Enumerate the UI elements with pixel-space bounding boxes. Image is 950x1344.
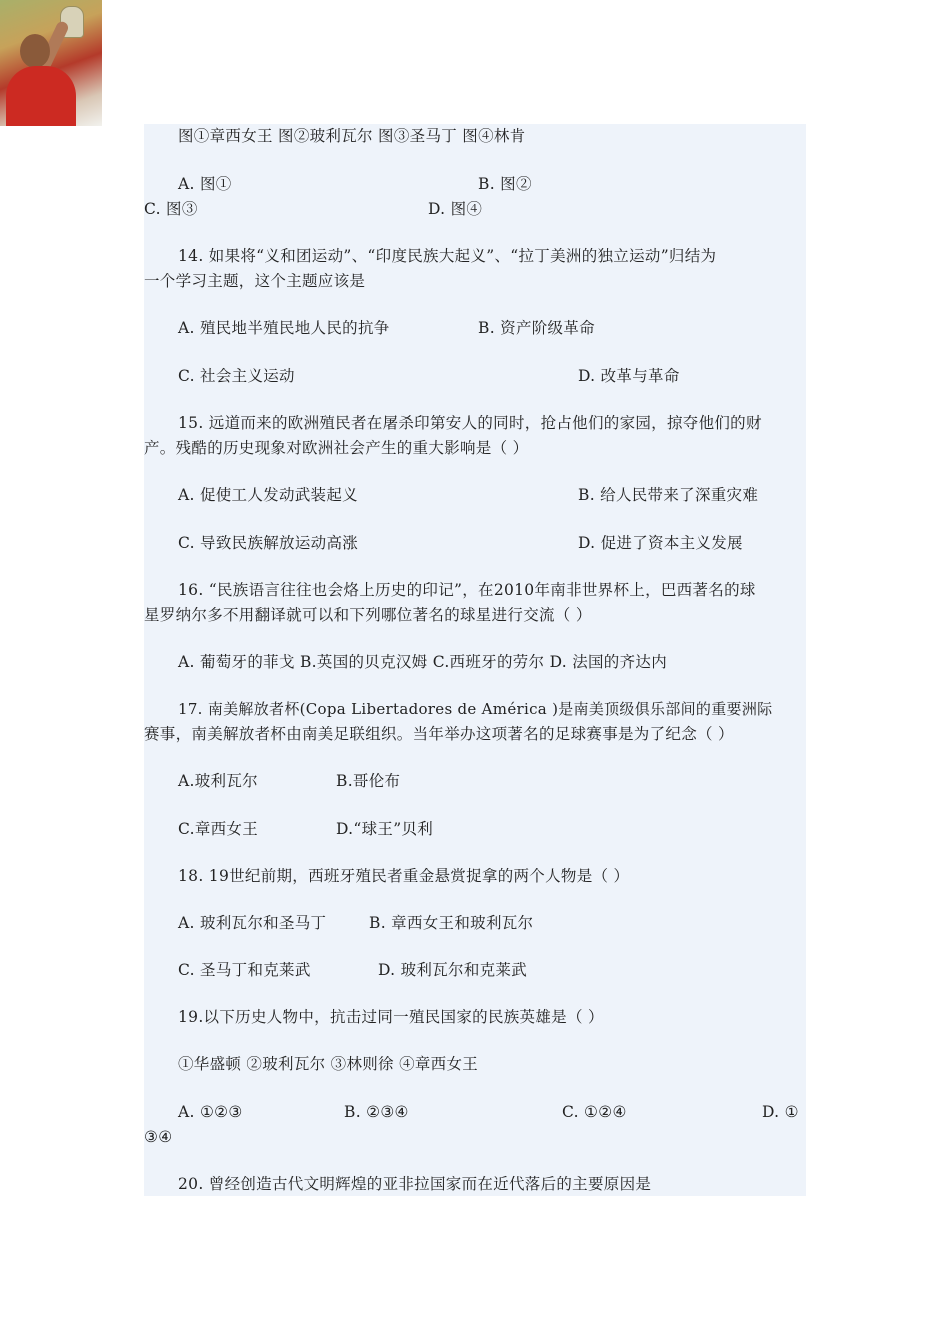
- q18-option-a: A. 玻利瓦尔和圣马丁: [178, 914, 327, 932]
- q15-text-1: 15. 远道而来的欧洲殖民者在屠杀印第安人的同时，抢占他们的家园，掠夺他们的财: [178, 414, 762, 432]
- red-shirt-shape: [6, 66, 76, 126]
- figure-captions: 图①章西女王 图②玻利瓦尔 图③圣马丁 图④林肯: [178, 127, 526, 145]
- q14-option-c: C. 社会主义运动: [178, 367, 295, 385]
- q15-option-c: C. 导致民族解放运动高涨: [178, 534, 359, 552]
- football-celebration-photo: [0, 0, 102, 126]
- question-panel: [144, 124, 806, 1196]
- q17-option-a: A.玻利瓦尔: [178, 772, 258, 790]
- q13-option-a: A. 图①: [178, 175, 232, 193]
- q20-text: 20. 曾经创造古代文明辉煌的亚非拉国家而在近代落后的主要原因是: [178, 1175, 652, 1193]
- q14-option-a: A. 殖民地半殖民地人民的抗争: [178, 319, 390, 337]
- q19-option-b: B. ②③④: [344, 1103, 409, 1121]
- q16-text-2: 星罗纳尔多不用翻译就可以和下列哪位著名的球星进行交流（ ）: [144, 606, 592, 624]
- q14-text-2: 一个学习主题，这个主题应该是: [144, 272, 366, 290]
- q19-text: 19.以下历史人物中，抗击过同一殖民国家的民族英雄是（ ）: [178, 1008, 604, 1026]
- q13-option-d: D. 图④: [428, 200, 483, 218]
- q17-option-d: D.“球王”贝利: [336, 820, 434, 838]
- q14-option-d: D. 改革与革命: [578, 367, 680, 385]
- q16-text-1: 16. “民族语言往往也会烙上历史的印记”，在2010年南非世界杯上，巴西著名的球: [178, 581, 756, 599]
- q17-option-b: B.哥伦布: [336, 772, 401, 790]
- q15-text-2: 产。残酷的历史现象对欧洲社会产生的重大影响是（ ）: [144, 439, 529, 457]
- q15-option-b: B. 给人民带来了深重灾难: [578, 486, 759, 504]
- q18-text: 18. 19世纪前期，西班牙殖民者重金悬赏捉拿的两个人物是（ ）: [178, 867, 630, 885]
- q17-option-c: C.章西女王: [178, 820, 259, 838]
- q13-option-b: B. 图②: [478, 175, 532, 193]
- q14-text-1: 14. 如果将“义和团运动”、“印度民族大起义”、“拉丁美洲的独立运动”归结为: [178, 247, 717, 265]
- q17-text-2: 赛事，南美解放者杯由南美足联组织。当年举办这项著名的足球赛事是为了纪念（ ）: [144, 725, 734, 743]
- q19-option-d: D. ①: [762, 1103, 799, 1121]
- q15-option-d: D. 促进了资本主义发展: [578, 534, 743, 552]
- q19-option-c: C. ①②④: [562, 1103, 627, 1121]
- q13-option-c: C. 图③: [144, 200, 198, 218]
- q18-option-d: D. 玻利瓦尔和克莱武: [378, 961, 528, 979]
- player-head-shape: [20, 34, 50, 68]
- q18-option-c: C. 圣马丁和克莱武: [178, 961, 311, 979]
- q18-option-b: B. 章西女王和玻利瓦尔: [369, 914, 534, 932]
- q19-option-a: A. ①②③: [178, 1103, 243, 1121]
- q16-options: A. 葡萄牙的菲戈 B.英国的贝克汉姆 C.西班牙的劳尔 D. 法国的齐达内: [178, 653, 668, 671]
- q15-option-a: A. 促使工人发动武装起义: [178, 486, 358, 504]
- q17-text-1: 17. 南美解放者杯(Copa Libertadores de América )是南美顶级俱乐部间的重要洲际: [178, 700, 773, 718]
- q19-figures: ①华盛顿 ②玻利瓦尔 ③林则徐 ④章西女王: [178, 1055, 479, 1073]
- q14-option-b: B. 资产阶级革命: [478, 319, 595, 337]
- q19-option-d-cont: ③④: [144, 1128, 173, 1146]
